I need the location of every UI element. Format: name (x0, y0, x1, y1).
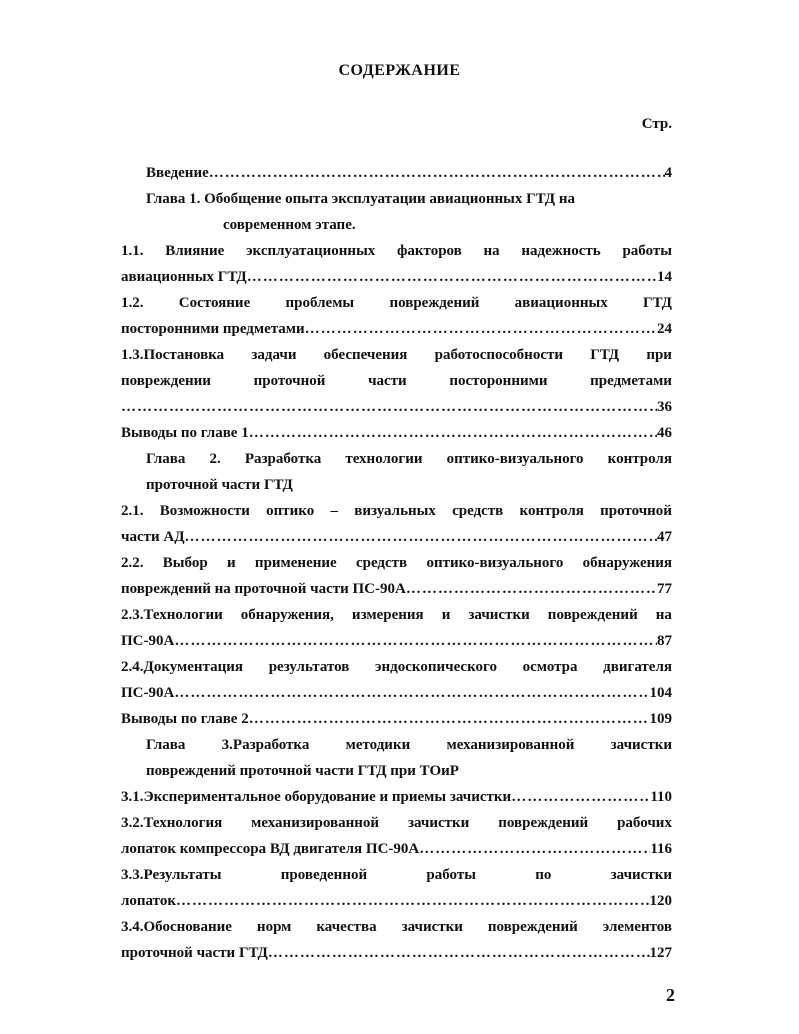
toc-word: 3.1.Экспериментальное оборудование и приемы зачистки (121, 789, 512, 805)
toc-word: повреждений на проточной части ПС-90А (121, 581, 406, 597)
toc-word: на (655, 607, 672, 623)
toc-word: повреждений (487, 919, 578, 935)
toc-word: ПС-90А (121, 685, 175, 701)
toc-word: методики (345, 737, 411, 753)
toc-word: оптико-визуального (426, 555, 564, 571)
toc-page-number: 116 (650, 841, 672, 857)
toc-word: Состояние (178, 295, 251, 311)
toc-word: работоспособности (434, 347, 563, 363)
dot-leader (406, 576, 657, 602)
toc-word: 2.1. (121, 503, 144, 519)
toc-word: 3.4.Обоснование (121, 919, 232, 935)
toc-entry-1-2 (121, 290, 672, 316)
toc-word: – (330, 503, 339, 519)
toc-entry-intro (121, 160, 672, 186)
toc-entry-2-1-cont (121, 524, 672, 550)
dot-leader (419, 836, 650, 862)
toc-entry-3-2 (121, 810, 672, 836)
chapter-1-heading: Глава 1. Обобщение опыта эксплуатации авиационных ГТД на (146, 191, 575, 207)
toc-entry-1-3 (121, 342, 672, 368)
dot-leader (249, 706, 650, 732)
toc-word: 3.3.Результаты (121, 867, 222, 883)
dot-leader (176, 888, 650, 914)
toc-word: измерения (351, 607, 424, 623)
toc-entry-3-3 (121, 862, 672, 888)
toc-entry-2-3-cont (121, 628, 672, 654)
toc-word: элементов (602, 919, 672, 935)
toc-page-number: 46 (657, 425, 672, 441)
toc-word: Возможности (159, 503, 250, 519)
toc-entry-2-2-cont (121, 576, 672, 602)
toc-word: зачистки (401, 919, 463, 935)
toc-entry-text: Введение (146, 165, 209, 181)
toc-word: зачистки (407, 815, 470, 831)
toc-word: ПС-90А (121, 633, 175, 649)
toc-word: проточной части ГТД (121, 945, 268, 961)
toc-page-number: 127 (649, 945, 672, 961)
dot-leader (185, 524, 657, 550)
toc-word: ГТД (590, 347, 620, 363)
toc-word: Разработка (244, 451, 322, 467)
chapter-2-heading-cont: проточной части ГТД (146, 477, 293, 493)
toc-word: Выводы по главе 1 (121, 425, 249, 441)
toc-page-number: 77 (657, 581, 672, 597)
toc-page-number: 110 (650, 789, 672, 805)
toc-word: двигателя (603, 659, 672, 675)
dot-leader (249, 420, 657, 446)
toc-word: задачи (251, 347, 297, 363)
toc-word: зачистки (610, 737, 672, 753)
toc-word: проточной (253, 373, 326, 389)
toc-word: визуальных (354, 503, 436, 519)
toc-word: эндоскопического (375, 659, 497, 675)
toc-word: 1.3.Постановка (121, 347, 225, 363)
toc-entry-3-4 (121, 914, 672, 940)
toc-page-number: 104 (649, 685, 672, 701)
toc-word: норм (256, 919, 292, 935)
toc-word: средств (355, 555, 408, 571)
toc-word: механизированной (251, 815, 380, 831)
toc-word: оптико-визуального (446, 451, 584, 467)
toc-page-number: 36 (657, 399, 672, 415)
dot-leader (174, 628, 657, 654)
toc-word: авиационных (514, 295, 608, 311)
toc-entry-2-1 (121, 498, 672, 524)
toc-word: проблемы (285, 295, 355, 311)
toc-page-number: 24 (657, 321, 672, 337)
toc-word: посторонними (449, 373, 548, 389)
toc-word: части (368, 373, 407, 389)
toc-word: 1.1. (121, 243, 144, 259)
toc-entry-2-2 (121, 550, 672, 576)
toc-word: зачистки (610, 867, 672, 883)
toc-word: рабочих (617, 815, 672, 831)
toc-word: 3.Разработка (221, 737, 310, 753)
toc-word: механизированной (446, 737, 575, 753)
toc-word: обеспечения (323, 347, 408, 363)
toc-word: Выбор (162, 555, 208, 571)
toc-word: 3.2.Технология (121, 815, 223, 831)
toc-word: проведенной (280, 867, 368, 883)
toc-word: предметами (590, 373, 672, 389)
page-column-label: Стр. (641, 116, 672, 132)
toc-word: работы (622, 243, 672, 259)
toc-word: надежность (521, 243, 601, 259)
dot-leader (305, 316, 657, 342)
dot-leader (247, 264, 657, 290)
chapter-2-heading (121, 446, 672, 472)
chapter-3-heading (121, 732, 672, 758)
table-of-contents (121, 160, 672, 966)
toc-word: результатов (268, 659, 350, 675)
toc-word: 2. (209, 451, 221, 467)
toc-word: лопаток компрессора ВД двигателя ПС-90А (121, 841, 420, 857)
toc-word: контроля (607, 451, 672, 467)
toc-word: по (535, 867, 552, 883)
toc-word: обнаружения, (240, 607, 334, 623)
toc-word: обнаружения (582, 555, 672, 571)
toc-word: повреждении (121, 373, 211, 389)
page-title: СОДЕРЖАНИЕ (338, 62, 461, 79)
toc-word: части АД (121, 529, 185, 545)
toc-word: при (646, 347, 672, 363)
toc-entry-3-4-cont (121, 940, 672, 966)
dot-leader (511, 784, 650, 810)
toc-entry-2-4-cont (121, 680, 672, 706)
toc-entry-conclusion-1 (121, 420, 672, 446)
toc-word: зачистки (468, 607, 530, 623)
toc-word: посторонними предметами (121, 321, 305, 337)
toc-word: Глава (146, 451, 186, 467)
toc-page-number: 87 (657, 633, 672, 649)
toc-word: применение (254, 555, 337, 571)
toc-word: Глава (146, 737, 186, 753)
toc-entry-1-1 (121, 238, 672, 264)
toc-entry-1-2-cont (121, 316, 672, 342)
toc-word: 1.2. (121, 295, 144, 311)
dot-leader (209, 160, 665, 186)
toc-page-number: 120 (649, 893, 672, 909)
toc-page-number: 47 (657, 529, 672, 545)
toc-entry-1-3-page (121, 394, 672, 420)
toc-word: повреждений (498, 815, 589, 831)
toc-word: осмотра (522, 659, 578, 675)
toc-entry-3-1 (121, 784, 672, 810)
toc-entry-conclusion-2 (121, 706, 672, 732)
toc-word: на (483, 243, 500, 259)
toc-word: работы (426, 867, 476, 883)
toc-page-number: 109 (649, 711, 672, 727)
dot-leader (268, 940, 650, 966)
toc-word: 2.2. (121, 555, 144, 571)
toc-page-number: 4 (664, 165, 672, 181)
dot-leader (121, 394, 657, 420)
chapter-1-heading-cont: современном этапе. (223, 217, 356, 233)
toc-entry-3-3-cont (121, 888, 672, 914)
toc-entry-1-1-cont (121, 264, 672, 290)
toc-word: повреждений (389, 295, 480, 311)
toc-word: и (226, 555, 236, 571)
toc-entry-2-4 (121, 654, 672, 680)
toc-word: проточной (600, 503, 672, 519)
toc-entry-1-3-cont (121, 368, 672, 394)
toc-entry-3-2-cont (121, 836, 672, 862)
toc-word: оптико (266, 503, 315, 519)
toc-word: технологии (345, 451, 423, 467)
toc-entry-2-3 (121, 602, 672, 628)
chapter-3-heading-cont: повреждений проточной части ГТД при ТОиР (146, 763, 459, 779)
page-number: 2 (666, 985, 675, 1005)
toc-word: 2.4.Документация (121, 659, 244, 675)
dot-leader (174, 680, 649, 706)
toc-word: лопаток (121, 893, 176, 909)
toc-word: и (441, 607, 451, 623)
toc-word: ГТД (643, 295, 672, 311)
toc-word: Влияние (165, 243, 225, 259)
toc-word: качества (316, 919, 377, 935)
toc-word: повреждений (547, 607, 638, 623)
toc-word: авиационных ГТД (121, 269, 247, 285)
toc-word: эксплуатационных (246, 243, 376, 259)
toc-page-number: 14 (657, 269, 672, 285)
toc-word: Выводы по главе 2 (121, 711, 249, 727)
toc-word: факторов (397, 243, 462, 259)
toc-word: средств (452, 503, 504, 519)
toc-word: 2.3.Технологии (121, 607, 223, 623)
toc-word: контроля (519, 503, 584, 519)
